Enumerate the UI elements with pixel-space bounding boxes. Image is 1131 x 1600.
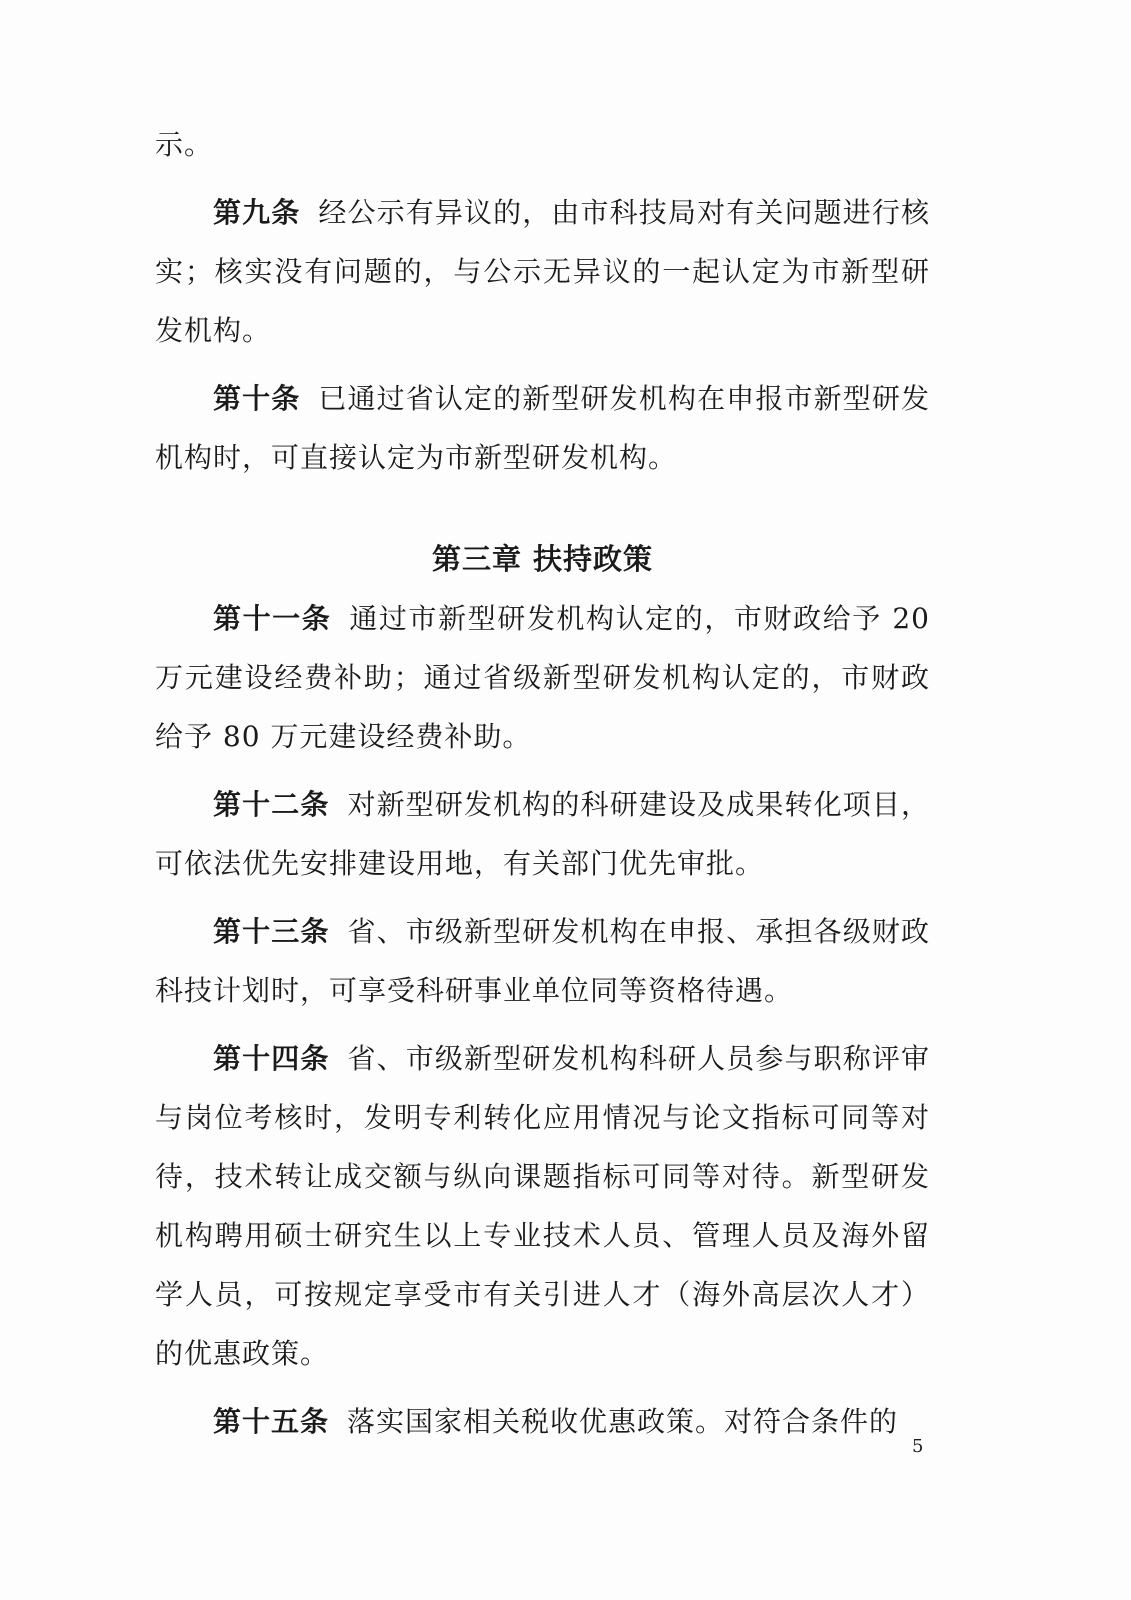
article-title: 第十五条: [213, 1405, 330, 1438]
article-text: 省、市级新型研发机构科研人员参与职称评审与岗位考核时，发明专利转化应用情况与论文指标可同等对待，技术转让成交额与纵向课题指标可同等对待。新型研发机构聘用硕士研究生以上专业技术人员、管理人员及海外留学人员，可按规定享受市有关引进人才（海外高层次人才）的优惠政策。: [155, 1042, 930, 1370]
article-text: 经公示有异议的，由市科技局对有关问题进行核实；核实没有问题的，与公示无异议的一起认定为市新型研发机构。: [155, 196, 930, 347]
page-number: 5: [912, 1436, 924, 1457]
article-text: 对新型研发机构的科研建设及成果转化项目，可依法优先安排建设用地，有关部门优先审批。: [155, 788, 930, 880]
article-11: [155, 589, 930, 766]
article-title: 第十四条: [213, 1042, 330, 1075]
article-text: 省、市级新型研发机构在申报、承担各级财政科技计划时，可享受科研事业单位同等资格待遇。: [155, 915, 930, 1007]
article-title: 第十一条: [213, 602, 332, 635]
article-13: [155, 902, 930, 1020]
article-14: [155, 1029, 930, 1383]
article-text: 落实国家相关税收优惠政策。对符合条件的: [347, 1405, 899, 1438]
article-title: 第十三条: [213, 915, 330, 948]
section-after-chapter: [155, 589, 930, 1451]
article-text: 已通过省认定的新型研发机构在申报市新型研发机构时，可直接认定为市新型研发机构。: [155, 382, 930, 474]
chapter-heading: 第三章 扶持政策: [431, 542, 654, 576]
article-title: 第九条: [213, 196, 301, 229]
article-15: [155, 1392, 930, 1451]
section-before-chapter: [155, 115, 930, 487]
article-title: 第十条: [213, 382, 301, 415]
article-10: [155, 369, 930, 487]
article-title: 第十二条: [213, 788, 330, 821]
article-12: [155, 775, 930, 893]
article-9: [155, 183, 930, 360]
article-text: 通过市新型研发机构认定的，市财政给予 20 万元建设经费补助；通过省级新型研发机构认定的，市财政给予 80 万元建设经费补助。: [155, 602, 930, 753]
continuation-paragraph: 示。: [155, 128, 214, 161]
